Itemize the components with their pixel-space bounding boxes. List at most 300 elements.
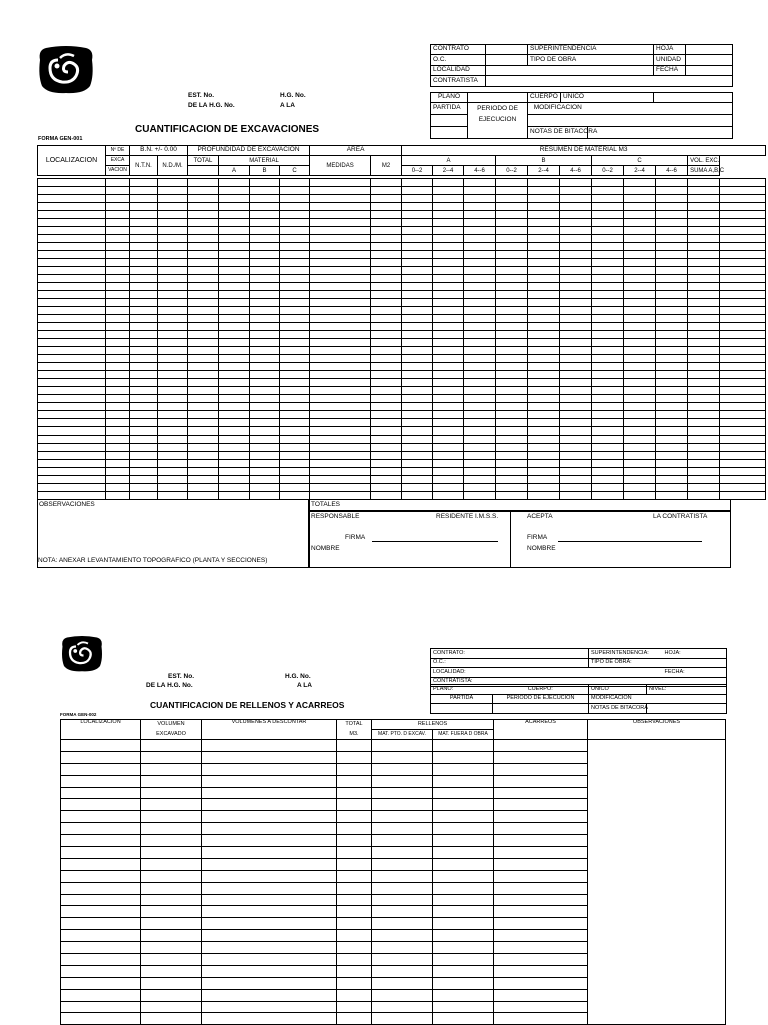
table-cell[interactable] (219, 219, 250, 227)
table-cell[interactable] (560, 363, 592, 371)
table-cell[interactable] (188, 451, 219, 459)
table-cell[interactable] (624, 403, 656, 411)
table-cell[interactable] (219, 331, 250, 339)
table-cell[interactable] (720, 203, 766, 211)
table-cell[interactable] (188, 427, 219, 435)
table-cell[interactable] (158, 219, 188, 227)
table-cell[interactable] (433, 251, 464, 259)
table-cell[interactable] (371, 187, 402, 195)
table-cell[interactable] (219, 259, 250, 267)
table-cell[interactable] (494, 989, 588, 1001)
firma-contratista-line[interactable] (558, 541, 702, 542)
table-cell[interactable] (219, 451, 250, 459)
table-cell[interactable] (720, 467, 766, 475)
table-cell[interactable] (106, 203, 130, 211)
table-cell[interactable] (219, 395, 250, 403)
table-cell[interactable] (219, 275, 250, 283)
table-cell[interactable] (688, 195, 720, 203)
table-cell[interactable] (158, 347, 188, 355)
table-cell[interactable] (588, 942, 726, 954)
table-cell[interactable] (720, 411, 766, 419)
table-cell[interactable] (528, 187, 560, 195)
table-cell[interactable] (188, 411, 219, 419)
table-cell[interactable] (38, 459, 106, 467)
table-cell[interactable] (588, 870, 726, 882)
table-cell[interactable] (61, 835, 141, 847)
table-cell[interactable] (371, 363, 402, 371)
table-cell[interactable] (464, 467, 496, 475)
table-cell[interactable] (337, 930, 372, 942)
table-cell[interactable] (371, 331, 402, 339)
table-cell[interactable] (310, 387, 371, 395)
oc-field[interactable] (486, 55, 528, 65)
table-cell[interactable] (496, 283, 528, 291)
table-cell[interactable] (560, 243, 592, 251)
table-cell[interactable] (38, 267, 106, 275)
table-cell[interactable] (130, 299, 158, 307)
table-cell[interactable] (158, 459, 188, 467)
table-cell[interactable] (130, 307, 158, 315)
table-cell[interactable] (433, 1013, 494, 1025)
table-cell[interactable] (188, 235, 219, 243)
table-cell[interactable] (188, 491, 219, 499)
table-cell[interactable] (337, 942, 372, 954)
table-cell[interactable] (106, 443, 130, 451)
table-cell[interactable] (688, 467, 720, 475)
table-cell[interactable] (130, 435, 158, 443)
table-cell[interactable] (202, 906, 337, 918)
table-cell[interactable] (720, 195, 766, 203)
table-cell[interactable] (433, 977, 494, 989)
table-cell[interactable] (433, 491, 464, 499)
table-cell[interactable] (188, 195, 219, 203)
table-cell[interactable] (250, 483, 280, 491)
table-cell[interactable] (188, 339, 219, 347)
table-cell[interactable] (528, 387, 560, 395)
table-cell[interactable] (188, 467, 219, 475)
table-cell[interactable] (528, 219, 560, 227)
table-cell[interactable] (130, 419, 158, 427)
table-cell[interactable] (528, 419, 560, 427)
table-cell[interactable] (158, 419, 188, 427)
table-cell[interactable] (130, 275, 158, 283)
table-cell[interactable] (61, 965, 141, 977)
table-cell[interactable] (141, 823, 202, 835)
table-cell[interactable] (560, 443, 592, 451)
table-cell[interactable] (433, 291, 464, 299)
table-cell[interactable] (106, 251, 130, 259)
table-cell[interactable] (402, 307, 433, 315)
table-cell[interactable] (61, 942, 141, 954)
table-cell[interactable] (592, 355, 624, 363)
table-cell[interactable] (494, 918, 588, 930)
table-cell[interactable] (38, 395, 106, 403)
table-cell[interactable] (433, 835, 494, 847)
table-cell[interactable] (496, 315, 528, 323)
partida-field-2[interactable] (431, 704, 493, 714)
table-cell[interactable] (433, 339, 464, 347)
table-cell[interactable] (720, 211, 766, 219)
table-cell[interactable] (688, 363, 720, 371)
table-cell[interactable] (141, 799, 202, 811)
table-cell[interactable] (560, 203, 592, 211)
table-cell[interactable] (371, 443, 402, 451)
table-cell[interactable] (188, 371, 219, 379)
table-cell[interactable] (141, 763, 202, 775)
table-cell[interactable] (402, 411, 433, 419)
table-cell[interactable] (624, 355, 656, 363)
table-cell[interactable] (494, 894, 588, 906)
table-cell[interactable] (280, 363, 310, 371)
table-cell[interactable] (310, 251, 371, 259)
table-cell[interactable] (433, 443, 464, 451)
table-cell[interactable] (158, 451, 188, 459)
table-cell[interactable] (433, 283, 464, 291)
table-cell[interactable] (688, 291, 720, 299)
table-cell[interactable] (188, 419, 219, 427)
table-cell[interactable] (528, 363, 560, 371)
table-cell[interactable] (38, 443, 106, 451)
table-cell[interactable] (280, 347, 310, 355)
table-cell[interactable] (588, 918, 726, 930)
table-cell[interactable] (433, 243, 464, 251)
table-cell[interactable] (337, 906, 372, 918)
table-cell[interactable] (250, 315, 280, 323)
table-cell[interactable] (464, 195, 496, 203)
table-cell[interactable] (496, 443, 528, 451)
table-cell[interactable] (688, 339, 720, 347)
table-cell[interactable] (61, 763, 141, 775)
table-cell[interactable] (310, 339, 371, 347)
table-cell[interactable] (371, 419, 402, 427)
table-cell[interactable] (158, 307, 188, 315)
table-cell[interactable] (250, 395, 280, 403)
table-cell[interactable] (688, 211, 720, 219)
table-cell[interactable] (560, 459, 592, 467)
table-cell[interactable] (158, 315, 188, 323)
table-cell[interactable] (219, 307, 250, 315)
table-cell[interactable] (337, 847, 372, 859)
table-cell[interactable] (106, 355, 130, 363)
table-cell[interactable] (130, 283, 158, 291)
table-cell[interactable] (38, 275, 106, 283)
table-cell[interactable] (250, 227, 280, 235)
table-cell[interactable] (588, 977, 726, 989)
table-cell[interactable] (402, 467, 433, 475)
table-cell[interactable] (141, 751, 202, 763)
table-cell[interactable] (720, 451, 766, 459)
table-cell[interactable] (656, 307, 688, 315)
table-cell[interactable] (38, 291, 106, 299)
table-cell[interactable] (250, 323, 280, 331)
table-cell[interactable] (433, 427, 464, 435)
table-cell[interactable] (588, 751, 726, 763)
table-cell[interactable] (371, 451, 402, 459)
table-cell[interactable] (250, 235, 280, 243)
table-cell[interactable] (141, 882, 202, 894)
table-cell[interactable] (337, 989, 372, 1001)
notas-field[interactable] (588, 127, 733, 139)
table-cell[interactable] (371, 243, 402, 251)
table-cell[interactable] (280, 195, 310, 203)
table-cell[interactable] (188, 459, 219, 467)
table-cell[interactable] (656, 483, 688, 491)
table-cell[interactable] (141, 894, 202, 906)
table-cell[interactable] (494, 930, 588, 942)
table-cell[interactable] (464, 475, 496, 483)
table-cell[interactable] (528, 267, 560, 275)
table-cell[interactable] (688, 203, 720, 211)
table-cell[interactable] (371, 387, 402, 395)
table-cell[interactable] (130, 235, 158, 243)
table-cell[interactable] (496, 411, 528, 419)
table-cell[interactable] (592, 219, 624, 227)
table-cell[interactable] (130, 475, 158, 483)
table-cell[interactable] (280, 259, 310, 267)
table-cell[interactable] (592, 379, 624, 387)
table-cell[interactable] (624, 443, 656, 451)
table-cell[interactable] (494, 954, 588, 966)
table-cell[interactable] (188, 323, 219, 331)
table-cell[interactable] (202, 751, 337, 763)
table-cell[interactable] (219, 371, 250, 379)
table-cell[interactable] (656, 243, 688, 251)
table-cell[interactable] (250, 267, 280, 275)
table-cell[interactable] (464, 187, 496, 195)
table-cell[interactable] (588, 763, 726, 775)
table-cell[interactable] (720, 179, 766, 187)
table-cell[interactable] (280, 371, 310, 379)
table-cell[interactable] (371, 339, 402, 347)
table-cell[interactable] (464, 443, 496, 451)
table-cell[interactable] (371, 395, 402, 403)
table-cell[interactable] (38, 307, 106, 315)
table-cell[interactable] (402, 251, 433, 259)
table-cell[interactable] (688, 403, 720, 411)
table-cell[interactable] (188, 307, 219, 315)
table-cell[interactable] (250, 275, 280, 283)
table-cell[interactable] (720, 219, 766, 227)
table-cell[interactable] (250, 251, 280, 259)
table-cell[interactable] (188, 259, 219, 267)
table-cell[interactable] (310, 467, 371, 475)
table-cell[interactable] (158, 275, 188, 283)
table-cell[interactable] (250, 459, 280, 467)
table-cell[interactable] (560, 347, 592, 355)
table-cell[interactable] (188, 243, 219, 251)
table-cell[interactable] (528, 379, 560, 387)
table-cell[interactable] (188, 275, 219, 283)
table-cell[interactable] (688, 267, 720, 275)
table-cell[interactable] (141, 811, 202, 823)
table-cell[interactable] (188, 403, 219, 411)
table-cell[interactable] (592, 291, 624, 299)
table-cell[interactable] (720, 227, 766, 235)
table-cell[interactable] (158, 283, 188, 291)
table-cell[interactable] (310, 475, 371, 483)
table-cell[interactable] (38, 299, 106, 307)
table-cell[interactable] (433, 775, 494, 787)
table-cell[interactable] (688, 355, 720, 363)
table-cell[interactable] (310, 451, 371, 459)
table-cell[interactable] (130, 339, 158, 347)
table-cell[interactable] (433, 459, 464, 467)
table-cell[interactable] (337, 751, 372, 763)
table-cell[interactable] (202, 930, 337, 942)
table-cell[interactable] (250, 243, 280, 251)
table-cell[interactable] (280, 203, 310, 211)
table-cell[interactable] (280, 187, 310, 195)
table-cell[interactable] (494, 811, 588, 823)
table-cell[interactable] (688, 307, 720, 315)
table-cell[interactable] (592, 235, 624, 243)
table-cell[interactable] (250, 435, 280, 443)
table-cell[interactable] (624, 195, 656, 203)
table-cell[interactable] (371, 307, 402, 315)
table-cell[interactable] (624, 291, 656, 299)
table-cell[interactable] (106, 275, 130, 283)
table-cell[interactable] (592, 435, 624, 443)
localidad-field[interactable] (486, 65, 654, 75)
table-cell[interactable] (496, 235, 528, 243)
table-cell[interactable] (588, 835, 726, 847)
table-cell[interactable] (624, 187, 656, 195)
table-cell[interactable] (250, 203, 280, 211)
table-cell[interactable] (38, 227, 106, 235)
table-cell[interactable] (464, 235, 496, 243)
table-cell[interactable] (560, 219, 592, 227)
table-cell[interactable] (402, 395, 433, 403)
table-cell[interactable] (496, 387, 528, 395)
table-cell[interactable] (656, 395, 688, 403)
table-cell[interactable] (402, 235, 433, 243)
table-cell[interactable] (372, 1013, 433, 1025)
table-cell[interactable] (371, 251, 402, 259)
table-cell[interactable] (38, 403, 106, 411)
table-cell[interactable] (496, 331, 528, 339)
table-cell[interactable] (402, 459, 433, 467)
table-cell[interactable] (402, 259, 433, 267)
table-cell[interactable] (106, 227, 130, 235)
table-cell[interactable] (372, 1001, 433, 1013)
table-cell[interactable] (464, 371, 496, 379)
table-cell[interactable] (433, 315, 464, 323)
table-cell[interactable] (592, 363, 624, 371)
table-cell[interactable] (402, 475, 433, 483)
table-cell[interactable] (106, 379, 130, 387)
table-cell[interactable] (219, 251, 250, 259)
table-cell[interactable] (592, 427, 624, 435)
table-cell[interactable] (372, 811, 433, 823)
table-cell[interactable] (372, 775, 433, 787)
table-cell[interactable] (250, 427, 280, 435)
table-cell[interactable] (158, 427, 188, 435)
table-cell[interactable] (219, 211, 250, 219)
table-cell[interactable] (310, 331, 371, 339)
table-cell[interactable] (560, 371, 592, 379)
table-cell[interactable] (202, 787, 337, 799)
table-cell[interactable] (280, 419, 310, 427)
table-cell[interactable] (433, 799, 494, 811)
table-cell[interactable] (202, 870, 337, 882)
table-cell[interactable] (624, 395, 656, 403)
table-cell[interactable] (560, 467, 592, 475)
table-cell[interactable] (656, 275, 688, 283)
table-cell[interactable] (688, 451, 720, 459)
table-cell[interactable] (38, 491, 106, 499)
table-cell[interactable] (496, 435, 528, 443)
table-cell[interactable] (720, 259, 766, 267)
table-cell[interactable] (624, 283, 656, 291)
notas-field-2[interactable] (647, 704, 727, 714)
table-cell[interactable] (464, 267, 496, 275)
table-cell[interactable] (588, 858, 726, 870)
table-cell[interactable] (560, 211, 592, 219)
table-cell[interactable] (38, 195, 106, 203)
table-cell[interactable] (130, 323, 158, 331)
table-cell[interactable] (433, 451, 464, 459)
table-cell[interactable] (464, 315, 496, 323)
table-cell[interactable] (433, 211, 464, 219)
table-cell[interactable] (280, 243, 310, 251)
table-cell[interactable] (592, 259, 624, 267)
table-cell[interactable] (496, 459, 528, 467)
table-cell[interactable] (188, 387, 219, 395)
table-cell[interactable] (688, 347, 720, 355)
table-cell[interactable] (402, 243, 433, 251)
table-cell[interactable] (433, 918, 494, 930)
table-cell[interactable] (371, 483, 402, 491)
table-cell[interactable] (38, 187, 106, 195)
table-cell[interactable] (560, 395, 592, 403)
table-cell[interactable] (219, 339, 250, 347)
table-cell[interactable] (656, 187, 688, 195)
table-cell[interactable] (158, 291, 188, 299)
table-cell[interactable] (464, 179, 496, 187)
table-cell[interactable] (464, 427, 496, 435)
table-cell[interactable] (188, 219, 219, 227)
table-cell[interactable] (158, 403, 188, 411)
table-cell[interactable] (624, 203, 656, 211)
table-cell[interactable] (528, 331, 560, 339)
table-cell[interactable] (588, 894, 726, 906)
table-cell[interactable] (588, 954, 726, 966)
table-cell[interactable] (141, 870, 202, 882)
table-cell[interactable] (188, 267, 219, 275)
table-cell[interactable] (433, 275, 464, 283)
table-cell[interactable] (656, 403, 688, 411)
table-cell[interactable] (337, 965, 372, 977)
table-cell[interactable] (464, 483, 496, 491)
table-cell[interactable] (433, 347, 464, 355)
table-cell[interactable] (496, 403, 528, 411)
table-cell[interactable] (494, 882, 588, 894)
table-cell[interactable] (624, 419, 656, 427)
table-cell[interactable] (688, 387, 720, 395)
table-cell[interactable] (402, 451, 433, 459)
table-cell[interactable] (402, 427, 433, 435)
table-cell[interactable] (720, 323, 766, 331)
table-cell[interactable] (372, 930, 433, 942)
table-cell[interactable] (624, 387, 656, 395)
table-cell[interactable] (464, 211, 496, 219)
table-cell[interactable] (464, 283, 496, 291)
table-cell[interactable] (656, 387, 688, 395)
table-cell[interactable] (588, 799, 726, 811)
table-cell[interactable] (310, 427, 371, 435)
table-cell[interactable] (38, 371, 106, 379)
table-cell[interactable] (624, 483, 656, 491)
